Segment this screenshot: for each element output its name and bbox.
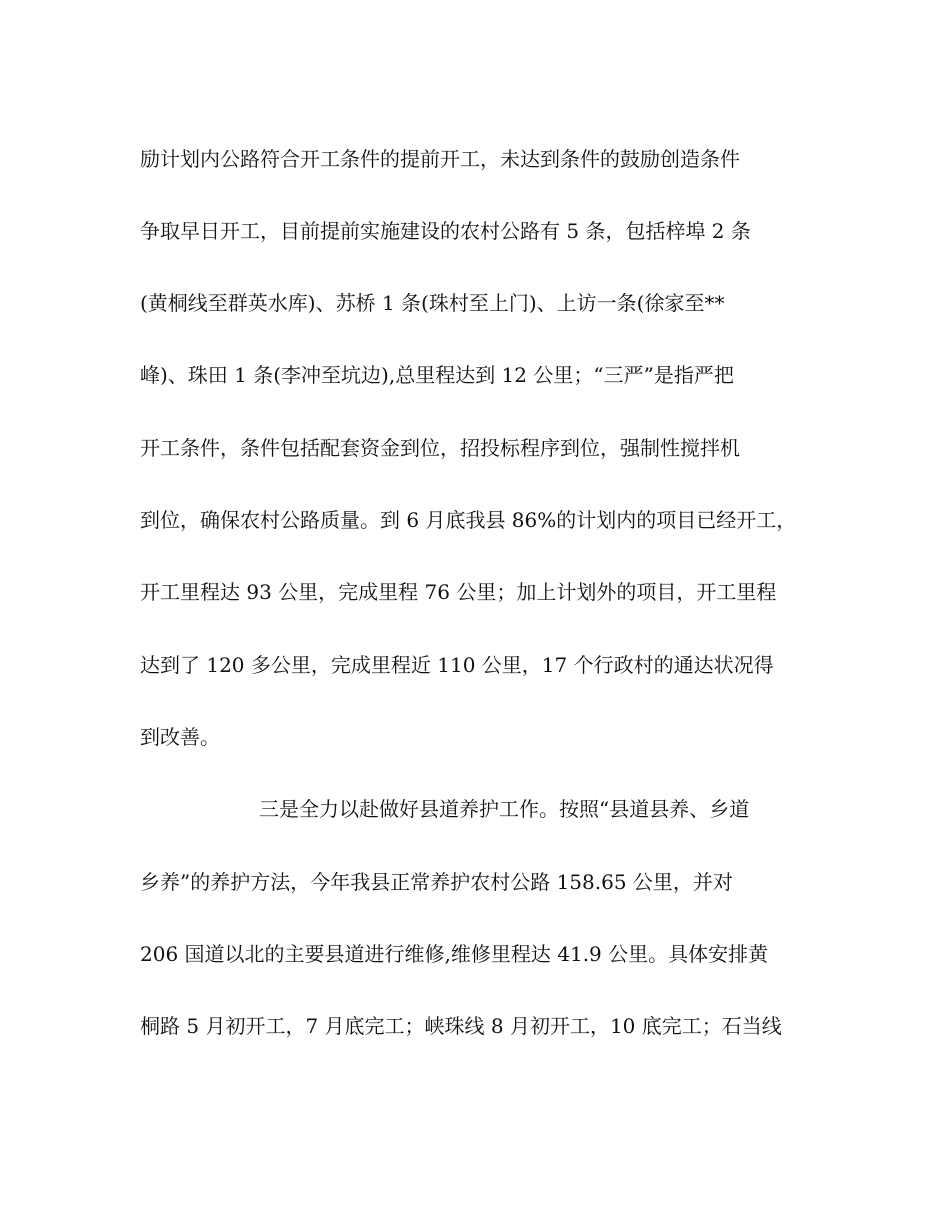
- paragraph-line: 到改善。: [140, 725, 220, 749]
- paragraph-line: (黄桐线至群英水库)、苏桥 1 条(珠村至上门)、上访一条(徐家至**: [140, 291, 725, 315]
- paragraph-first-line: 三是全力以赴做好县道养护工作。按照“县道县养、乡道: [259, 797, 750, 821]
- paragraph-line: 峰)、珠田 1 条(李冲至坑边),总里程达到 12 公里；“三严”是指严把: [140, 363, 734, 387]
- paragraph-line: 争取早日开工，目前提前实施建设的农村公路有 5 条，包括梓埠 2 条: [140, 219, 751, 243]
- paragraph-line: 开工条件，条件包括配套资金到位，招投标程序到位，强制性搅拌机: [140, 436, 740, 460]
- paragraph-line: 206 国道以北的主要县道进行维修,维修里程达 41.9 公里。具体安排黄: [140, 942, 769, 966]
- paragraph-line: 开工里程达 93 公里，完成里程 76 公里；加上计划外的项目，开工里程: [140, 580, 777, 604]
- paragraph-line: 桐路 5 月初开工，7 月底完工；峡珠线 8 月初开工，10 底完工；石当线: [140, 1014, 782, 1038]
- paragraph-line: 乡养”的养护方法，今年我县正常养护农村公路 158.65 公里，并对: [140, 870, 733, 894]
- paragraph-line: 励计划内公路符合开工条件的提前开工，未达到条件的鼓励创造条件: [140, 147, 740, 171]
- paragraph-line: 达到了 120 多公里，完成里程近 110 公里，17 个行政村的通达状况得: [140, 653, 774, 677]
- paragraph-line: 到位，确保农村公路质量。到 6 月底我县 86%的计划内的项目已经开工，: [140, 508, 797, 532]
